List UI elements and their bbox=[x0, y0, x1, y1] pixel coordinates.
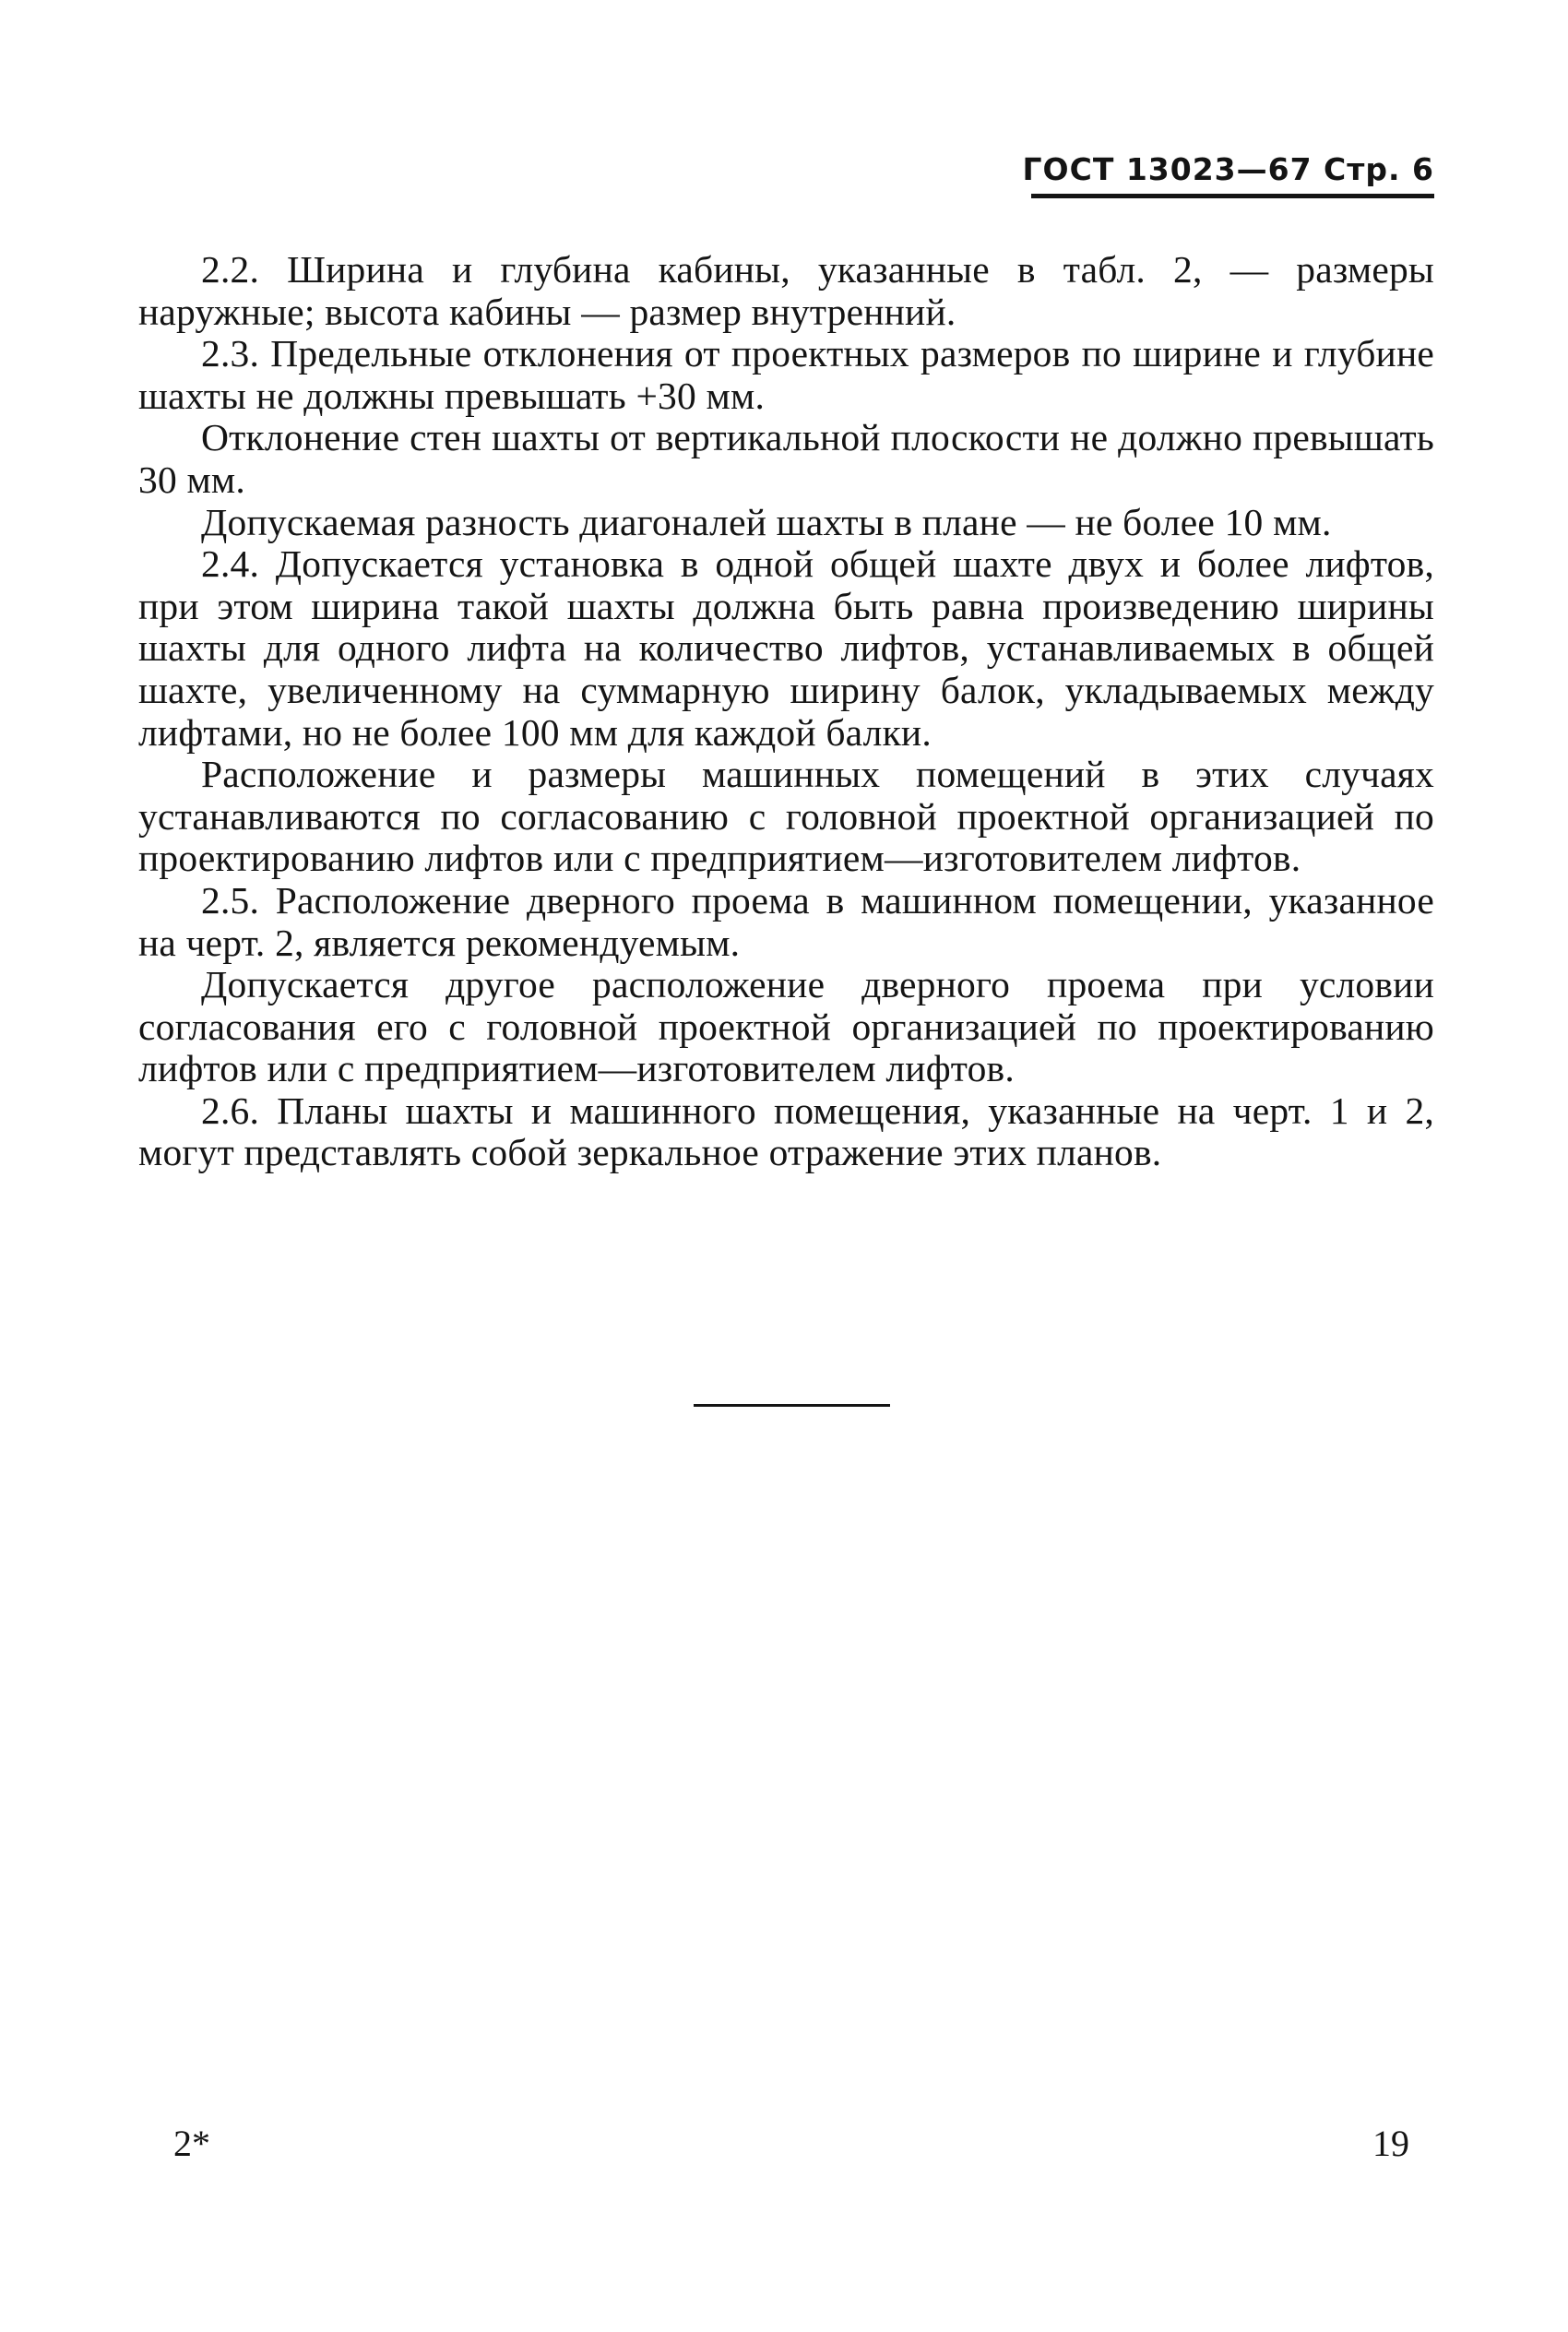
header-rule bbox=[1031, 194, 1434, 198]
signature-mark: 2* bbox=[173, 2123, 210, 2164]
paragraph-diagonal-difference: Допускаемая разность диагоналей шахты в плане — не более 10 мм. bbox=[201, 500, 1332, 543]
running-header: ГОСТ 13023—67 Стр. 6 bbox=[1022, 151, 1434, 187]
page-number: 19 bbox=[1372, 2123, 1409, 2164]
paragraph-wall-deviation: Отклонение стен шахты от вертикальной плоскости не должно превышать 30 мм. bbox=[138, 416, 1434, 501]
body-text bbox=[138, 249, 1434, 1174]
paragraph-2-3: 2.3. Предельные отклонения от проектных размеров по ширине и глубине шахты не должны превышать +30 мм. bbox=[138, 332, 1434, 417]
paragraph-2-4: 2.4. Допускается установка в одной общей шахте двух и более лифтов, при этом ширина такой шахты должна быть равна произведению ширины шахты для одного лифта на количество лифтов, устанавливаемых в общей шахте, увеличенному на суммарную ширину балок, укладываемых между лифтами, но не более 100 мм для каждой балки. bbox=[138, 542, 1434, 754]
paragraph-door-opening: Допускается другое расположение дверного проема при условии согласования его с головной проектной организацией по проектированию лифтов или с предприятием—изготовителем лифтов. bbox=[138, 963, 1434, 1090]
paragraph-2-5: 2.5. Расположение дверного проема в машинном помещении, указанное на черт. 2, является рекомендуемым. bbox=[138, 878, 1434, 964]
paragraph-machine-rooms: Расположение и размеры машинных помещений в этих случаях устанавливаются по согласованию с головной проектной организацией по проектированию лифтов или с предприятием—изготовителем лифтов. bbox=[138, 753, 1434, 880]
paragraph-2-2: 2.2. Ширина и глубина кабины, указанные в табл. 2, — размеры наружные; высота кабины — размер внутренний. bbox=[138, 248, 1434, 333]
section-end-rule bbox=[694, 1404, 890, 1407]
paragraph-2-6: 2.6. Планы шахты и машинного помещения, указанные на черт. 1 и 2, могут представлять собой зеркальное отражение этих планов. bbox=[138, 1089, 1434, 1174]
